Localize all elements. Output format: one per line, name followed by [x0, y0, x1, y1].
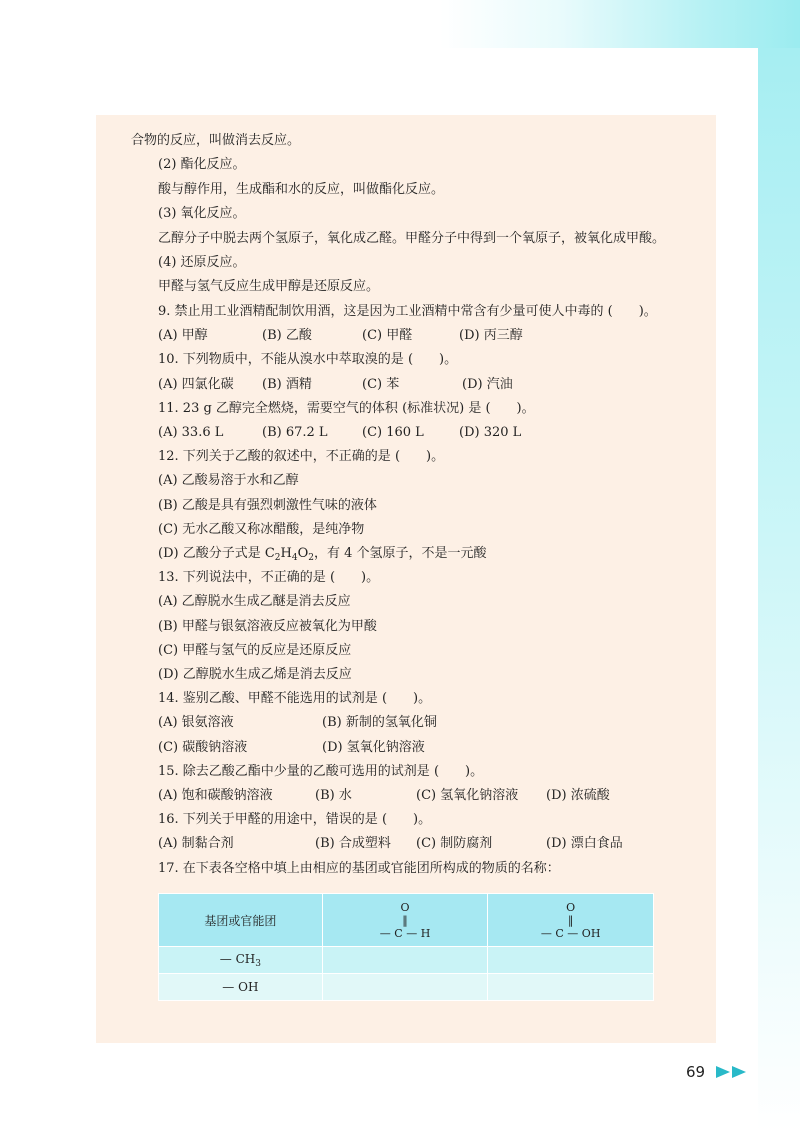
q16-option-b: (B) 合成塑料: [315, 836, 391, 851]
q10-option-b: (B) 酒精: [262, 377, 312, 392]
q11-option-b: (B) 67.2 L: [262, 425, 328, 440]
question-14: 14. 鉴别乙酸、甲醛不能选用的试剂是 ( )。: [158, 691, 432, 706]
q15-option-a: (A) 饱和碳酸钠溶液: [158, 788, 273, 803]
q14-option-d: (D) 氢氧化钠溶液: [322, 740, 425, 755]
right-edge-band: [758, 48, 800, 1132]
question-15: 15. 除去乙酸乙酯中少量的乙酸可选用的试剂是 ( )。: [158, 764, 484, 779]
q16-option-c: (C) 制防腐剂: [416, 836, 493, 851]
heading-oxidation: (3) 氧化反应。: [158, 206, 246, 221]
q15-option-b: (B) 水: [315, 788, 352, 803]
q12d-prefix: (D) 乙酸分子式是 C: [158, 546, 275, 561]
aldehyde-group-formula: [380, 901, 431, 940]
answer-cell[interactable]: [488, 947, 654, 974]
carboxyl-double-bond: ‖: [567, 913, 574, 927]
q14-option-c: (C) 碳酸钠溶液: [158, 740, 248, 755]
q11-option-c: (C) 160 L: [362, 425, 424, 440]
q13-option-a: (A) 乙醇脱水生成乙醚是消去反应: [158, 594, 351, 609]
answer-cell[interactable]: [322, 947, 488, 974]
table-header-label: 基团或官能团: [159, 894, 323, 947]
aldehyde-chain: — C — H: [379, 926, 431, 940]
q14-option-a: (A) 银氨溶液: [158, 715, 234, 730]
q13-option-b: (B) 甲醛与银氨溶液反应被氧化为甲酸: [158, 619, 377, 634]
q12-option-d: [158, 544, 487, 568]
q12-option-b: (B) 乙酸是具有强烈刺激性气味的液体: [158, 498, 377, 513]
methyl-subscript: 3: [255, 958, 261, 969]
aldehyde-oxygen: O: [400, 900, 410, 914]
carboxyl-chain: — C — OH: [540, 926, 601, 940]
q9-option-c: (C) 甲醛: [362, 328, 413, 343]
carboxyl-group-cell: [488, 894, 654, 947]
question-11: 11. 23 g 乙醇完全燃烧，需要空气的体积 (标准状况) 是 ( )。: [158, 401, 535, 416]
question-16: 16. 下列关于甲醛的用途中，错误的是 ( )。: [158, 812, 432, 827]
q14-option-b: (B) 新制的氢氧化铜: [322, 715, 437, 730]
heading-esterification: (2) 酯化反应。: [158, 157, 246, 172]
q12d-suffix: ，有 4 个氢原子，不是一元酸: [314, 546, 487, 561]
q12d-sub-carbon: 2: [274, 553, 281, 563]
q10-option-c: (C) 苯: [362, 377, 400, 392]
hydroxyl-group-cell: — OH: [159, 974, 323, 1001]
carboxyl-group-formula: [541, 901, 601, 940]
q12d-sub-oxygen: 2: [308, 553, 314, 563]
aldehyde-group-cell: [322, 894, 488, 947]
aldehyde-double-bond: ‖: [402, 913, 408, 927]
question-17: 17. 在下表各空格中填上由相应的基团或官能团所构成的物质的名称：: [158, 861, 560, 876]
next-page-arrows-icon: [714, 1064, 750, 1080]
q10-option-d: (D) 汽油: [462, 377, 513, 392]
answer-cell[interactable]: [322, 974, 488, 1001]
q12-option-a: (A) 乙酸易溶于水和乙醇: [158, 473, 299, 488]
q13-option-d: (D) 乙醇脱水生成乙烯是消去反应: [158, 667, 352, 682]
q15-option-d: (D) 浓硫酸: [546, 788, 610, 803]
methyl-group-label: — CH: [219, 951, 256, 966]
q16-option-d: (D) 漂白食品: [546, 836, 623, 851]
question-13: 13. 下列说法中，不正确的是 ( )。: [158, 570, 380, 585]
text-reduction-description: 甲醛与氢气反应生成甲醇是还原反应。: [158, 279, 380, 294]
methyl-group-cell: [159, 947, 323, 974]
functional-group-table: [158, 893, 654, 1001]
q10-option-a: (A) 四氯化碳: [158, 377, 234, 392]
text-oxidation-description: 乙醇分子中脱去两个氢原子，氧化成乙醛。甲醛分子中得到一个氧原子，被氧化成甲酸。: [158, 231, 666, 246]
table-row: [159, 947, 654, 974]
table-row: [159, 974, 654, 1001]
q13-option-c: (C) 甲醛与氢气的反应是还原反应: [158, 643, 352, 658]
q12d-sub-hydrogen: 4: [291, 553, 298, 563]
q11-option-d: (D) 320 L: [459, 425, 522, 440]
q9-option-b: (B) 乙酸: [262, 328, 312, 343]
q9-option-d: (D) 丙三醇: [459, 328, 523, 343]
text-line-elimination-end: 合物的反应，叫做消去反应。: [131, 133, 301, 148]
table-header-row: [159, 894, 654, 947]
question-9: 9. 禁止用工业酒精配制饮用酒，这是因为工业酒精中常含有少量可使人中毒的 ( )。: [158, 304, 657, 319]
q9-option-a: (A) 甲醇: [158, 328, 208, 343]
q15-option-c: (C) 氢氧化钠溶液: [416, 788, 519, 803]
text-esterification-definition: 酸与醇作用，生成酯和水的反应，叫做酯化反应。: [158, 182, 445, 197]
page-number: 69: [686, 1063, 706, 1081]
heading-reduction: (4) 还原反应。: [158, 255, 246, 270]
q16-option-a: (A) 制黏合剂: [158, 836, 234, 851]
carboxyl-oxygen: O: [566, 900, 576, 914]
question-12: 12. 下列关于乙酸的叙述中，不正确的是 ( )。: [158, 449, 445, 464]
q12d-oxygen: O: [297, 546, 309, 561]
q12d-hydrogen: H: [280, 546, 292, 561]
question-10: 10. 下列物质中，不能从溴水中萃取溴的是 ( )。: [158, 352, 458, 367]
q11-option-a: (A) 33.6 L: [158, 425, 224, 440]
q12-option-c: (C) 无水乙酸又称冰醋酸，是纯净物: [158, 522, 365, 537]
answer-cell[interactable]: [488, 974, 654, 1001]
